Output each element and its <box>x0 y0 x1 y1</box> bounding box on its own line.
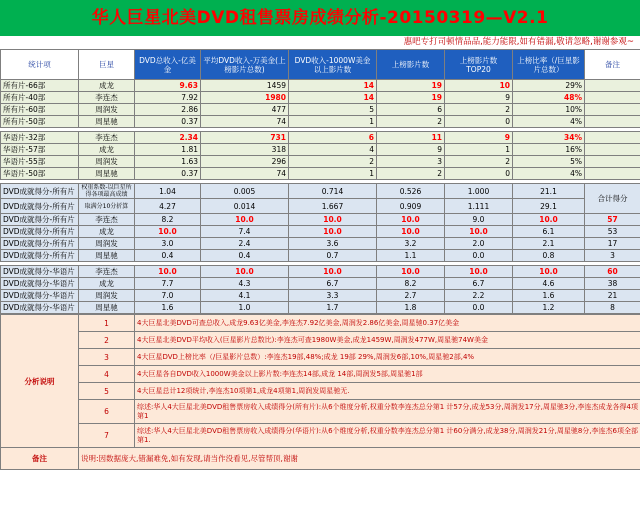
header-cell: DVD收入-1000W美金以上影片数 <box>289 50 377 80</box>
analysis-text: 4大巨星DVD上榜比率（/巨星影片总数）:李连杰19部,48%;成龙 19部 29%,周润发6部,10%,周星驰2部,4% <box>135 349 640 366</box>
value-cell: 3.0 <box>135 238 201 250</box>
value-cell: 296 <box>201 156 289 168</box>
item-cell: 所有片-50部 <box>1 116 79 128</box>
value-cell: 0.37 <box>135 168 201 180</box>
value-cell: 0.714 <box>289 184 377 199</box>
star-cell: 成龙 <box>79 278 135 290</box>
footer-row <box>1 448 640 470</box>
analysis-table <box>0 314 640 470</box>
analysis-index: 4 <box>79 366 135 383</box>
note-cell <box>585 144 640 156</box>
star-cell: 周星驰 <box>79 302 135 314</box>
analysis-index: 3 <box>79 349 135 366</box>
value-cell: 10.0 <box>289 226 377 238</box>
value-cell: 731 <box>201 132 289 144</box>
analysis-text: 4大巨星北美DVD平均收入(巨星影片总数比):李连杰可查1980W美金,成龙1459W,周润发477W,周星驰74W美金 <box>135 332 640 349</box>
value-cell: 4% <box>513 116 585 128</box>
total-score-label: 合计得分 <box>585 184 640 214</box>
value-cell: 10.0 <box>377 214 445 226</box>
value-cell: 29% <box>513 80 585 92</box>
star-cell: 周润发 <box>79 104 135 116</box>
weight-row <box>1 184 640 199</box>
value-cell: 8.2 <box>135 214 201 226</box>
value-cell: 19 <box>377 80 445 92</box>
value-cell: 74 <box>201 168 289 180</box>
value-cell: 2.4 <box>201 238 289 250</box>
value-cell: 1 <box>289 116 377 128</box>
value-cell: 7.4 <box>201 226 289 238</box>
note-cell <box>585 104 640 116</box>
value-cell: 3.3 <box>289 290 377 302</box>
value-cell: 1.1 <box>377 250 445 262</box>
value-cell: 9.0 <box>445 214 513 226</box>
item-cell: DVD成就得分-所有片 <box>1 184 79 199</box>
analysis-label: 分析说明 <box>1 315 79 448</box>
value-cell: 2.34 <box>135 132 201 144</box>
value-cell: 1.63 <box>135 156 201 168</box>
value-cell: 10.0 <box>377 226 445 238</box>
analysis-row <box>1 366 640 383</box>
total-cell: 21 <box>585 290 640 302</box>
value-cell: 48% <box>513 92 585 104</box>
value-cell: 2 <box>289 156 377 168</box>
value-cell: 0.005 <box>201 184 289 199</box>
table-row <box>1 156 640 168</box>
star-cell: 成龙 <box>79 80 135 92</box>
value-cell: 10.0 <box>201 266 289 278</box>
star-cell: 成龙 <box>79 226 135 238</box>
star-cell: 周星驰 <box>79 250 135 262</box>
value-cell: 74 <box>201 116 289 128</box>
total-cell: 3 <box>585 250 640 262</box>
value-cell: 1459 <box>201 80 289 92</box>
total-cell: 53 <box>585 226 640 238</box>
value-cell: 0.4 <box>135 250 201 262</box>
star-cell: 周星驰 <box>79 116 135 128</box>
value-cell: 9 <box>377 144 445 156</box>
value-cell: 10% <box>513 104 585 116</box>
analysis-row <box>1 349 640 366</box>
star-cell: 成龙 <box>79 144 135 156</box>
table-row <box>1 226 640 238</box>
analysis-index: 1 <box>79 315 135 332</box>
star-cell: 周润发 <box>79 238 135 250</box>
total-cell: 38 <box>585 278 640 290</box>
note-cell <box>585 156 640 168</box>
value-cell: 4.6 <box>513 278 585 290</box>
value-cell: 10.0 <box>201 214 289 226</box>
value-cell: 7.92 <box>135 92 201 104</box>
star-cell: 李连杰 <box>79 266 135 278</box>
item-cell: DVD成就得分-华语片 <box>1 266 79 278</box>
weight-row <box>1 199 640 214</box>
table-row <box>1 278 640 290</box>
item-cell: 所有片-40部 <box>1 92 79 104</box>
value-cell: 0 <box>445 168 513 180</box>
value-cell: 1 <box>289 168 377 180</box>
value-cell: 3.2 <box>377 238 445 250</box>
value-cell: 0.0 <box>445 302 513 314</box>
value-cell: 9 <box>445 92 513 104</box>
value-cell: 4% <box>513 168 585 180</box>
total-cell: 60 <box>585 266 640 278</box>
value-cell: 7.0 <box>135 290 201 302</box>
table-row <box>1 104 640 116</box>
analysis-index: 2 <box>79 332 135 349</box>
value-cell: 2 <box>377 168 445 180</box>
table-row <box>1 92 640 104</box>
value-cell: 4.3 <box>201 278 289 290</box>
value-cell: 9.63 <box>135 80 201 92</box>
value-cell: 6.7 <box>289 278 377 290</box>
star-cell: 李连杰 <box>79 132 135 144</box>
star-cell: 李连杰 <box>79 214 135 226</box>
table-row <box>1 144 640 156</box>
value-cell: 16% <box>513 144 585 156</box>
table-row <box>1 214 640 226</box>
value-cell: 2.1 <box>513 238 585 250</box>
value-cell: 10.0 <box>445 266 513 278</box>
value-cell: 1.000 <box>445 184 513 199</box>
value-cell: 10.0 <box>513 266 585 278</box>
header-cell: 上榜影片数 TOP20 <box>445 50 513 80</box>
value-cell: 0.8 <box>513 250 585 262</box>
value-cell: 21.1 <box>513 184 585 199</box>
value-cell: 3.6 <box>289 238 377 250</box>
analysis-text: 综述:华人4大巨星北美DVD租售票房收入成绩得分(所有片):从6个维度分析,权重分数李连杰总分第1 计57分,成龙53分,周润发17分,周星驰3分,李连杰成龙各得4项第1 <box>135 400 640 424</box>
value-cell: 29.1 <box>513 199 585 214</box>
item-cell: DVD成就得分-所有片 <box>1 238 79 250</box>
value-cell: 0 <box>445 116 513 128</box>
weight-label: 权重系数-以巨星所得各项最高成绩 <box>79 184 135 199</box>
table-row <box>1 168 640 180</box>
value-cell: 2.2 <box>445 290 513 302</box>
value-cell: 2 <box>377 116 445 128</box>
value-cell: 0.014 <box>201 199 289 214</box>
value-cell: 1980 <box>201 92 289 104</box>
item-cell: 华语片-55部 <box>1 156 79 168</box>
value-cell: 3 <box>377 156 445 168</box>
value-cell: 1.6 <box>135 302 201 314</box>
header-cell: 备注 <box>585 50 640 80</box>
value-cell: 10 <box>445 80 513 92</box>
header-cell: DVD总收入-亿美金 <box>135 50 201 80</box>
value-cell: 2 <box>445 104 513 116</box>
value-cell: 5 <box>289 104 377 116</box>
analysis-text: 综述:华人4大巨星北美DVD租售票房收入成绩得分(华语片):从6个维度分析,权重分数李连杰总分第1 计60分满分,成龙38分,周润发21分,周星驰8分,李连杰6项全部第1. <box>135 424 640 448</box>
analysis-text: 4大巨星北美DVD可查总收入,成龙9.63亿美金,李连杰7.92亿美金,周润发2.86亿美金,周星驰0.37亿美金 <box>135 315 640 332</box>
star-cell: 李连杰 <box>79 92 135 104</box>
analysis-row <box>1 424 640 448</box>
footer-label: 备注 <box>1 448 79 470</box>
analysis-index: 7 <box>79 424 135 448</box>
value-cell: 10.0 <box>377 266 445 278</box>
analysis-index: 6 <box>79 400 135 424</box>
page-title: 华人巨星北美DVD租售票房成绩分析-20150319—V2.1 <box>0 0 640 36</box>
table-row <box>1 266 640 278</box>
value-cell: 1.8 <box>377 302 445 314</box>
total-cell: 8 <box>585 302 640 314</box>
value-cell: 1.0 <box>201 302 289 314</box>
item-cell: DVD成就得分-所有片 <box>1 199 79 214</box>
value-cell: 19 <box>377 92 445 104</box>
header-cell: 上榜比率（/巨星影片总数） <box>513 50 585 80</box>
value-cell: 14 <box>289 80 377 92</box>
value-cell: 6 <box>377 104 445 116</box>
notice-text: 惠吧专打司顿情品品,能力能限,如有错漏,敬请忽略,谢谢参观~ <box>403 37 634 47</box>
analysis-row <box>1 383 640 400</box>
item-cell: DVD成就得分-华语片 <box>1 302 79 314</box>
value-cell: 1.7 <box>289 302 377 314</box>
value-cell: 1.111 <box>445 199 513 214</box>
item-cell: DVD成就得分-华语片 <box>1 290 79 302</box>
value-cell: 6.1 <box>513 226 585 238</box>
analysis-text: 4大巨星各自DVD收入1000W美金以上影片数:李连杰14部,成龙 14部,周润发5部,周星驰1部 <box>135 366 640 383</box>
value-cell: 1.81 <box>135 144 201 156</box>
value-cell: 7.7 <box>135 278 201 290</box>
value-cell: 10.0 <box>135 226 201 238</box>
star-cell: 周星驰 <box>79 168 135 180</box>
analysis-row <box>1 400 640 424</box>
header-cell: 平均DVD收入-万美金(上榜影片总数) <box>201 50 289 80</box>
value-cell: 2.0 <box>445 238 513 250</box>
table-row <box>1 80 640 92</box>
value-cell: 10.0 <box>135 266 201 278</box>
value-cell: 2 <box>445 156 513 168</box>
star-cell: 周润发 <box>79 156 135 168</box>
table-row <box>1 302 640 314</box>
value-cell: 0.909 <box>377 199 445 214</box>
value-cell: 4.1 <box>201 290 289 302</box>
header-row <box>1 50 640 80</box>
value-cell: 10.0 <box>289 214 377 226</box>
analysis-text: 4大巨星总计12项统计,李连杰10项第1,成龙4项第1,周润发周星驰无. <box>135 383 640 400</box>
item-cell: 华语片-50部 <box>1 168 79 180</box>
value-cell: 4.27 <box>135 199 201 214</box>
analysis-row <box>1 332 640 349</box>
table-row <box>1 238 640 250</box>
item-cell: DVD成就得分-所有片 <box>1 250 79 262</box>
header-cell: 上榜影片数 <box>377 50 445 80</box>
value-cell: 1.2 <box>513 302 585 314</box>
note-cell <box>585 80 640 92</box>
value-cell: 1.667 <box>289 199 377 214</box>
item-cell: 华语片-32部 <box>1 132 79 144</box>
value-cell: 6.7 <box>445 278 513 290</box>
value-cell: 1.6 <box>513 290 585 302</box>
note-cell <box>585 92 640 104</box>
value-cell: 1 <box>445 144 513 156</box>
value-cell: 10.0 <box>445 226 513 238</box>
item-cell: DVD成就得分-所有片 <box>1 214 79 226</box>
value-cell: 0.37 <box>135 116 201 128</box>
value-cell: 5% <box>513 156 585 168</box>
total-cell: 17 <box>585 238 640 250</box>
table-row <box>1 290 640 302</box>
item-cell: 所有片-66部 <box>1 80 79 92</box>
stats-table <box>0 49 640 314</box>
value-cell: 0.4 <box>201 250 289 262</box>
value-cell: 14 <box>289 92 377 104</box>
analysis-row <box>1 315 640 332</box>
value-cell: 4 <box>289 144 377 156</box>
table-row <box>1 250 640 262</box>
header-cell: 统计项 <box>1 50 79 80</box>
value-cell: 2.7 <box>377 290 445 302</box>
total-cell: 57 <box>585 214 640 226</box>
value-cell: 0.0 <box>445 250 513 262</box>
note-cell <box>585 116 640 128</box>
note-cell <box>585 132 640 144</box>
analysis-index: 5 <box>79 383 135 400</box>
value-cell: 8.2 <box>377 278 445 290</box>
value-cell: 6 <box>289 132 377 144</box>
value-cell: 1.04 <box>135 184 201 199</box>
header-cell: 巨星 <box>79 50 135 80</box>
item-cell: 所有片-60部 <box>1 104 79 116</box>
value-cell: 10.0 <box>513 214 585 226</box>
item-cell: DVD成就得分-华语片 <box>1 278 79 290</box>
value-cell: 0.526 <box>377 184 445 199</box>
table-row <box>1 116 640 128</box>
value-cell: 11 <box>377 132 445 144</box>
value-cell: 10.0 <box>289 266 377 278</box>
table-row <box>1 132 640 144</box>
value-cell: 0.7 <box>289 250 377 262</box>
item-cell: DVD成就得分-所有片 <box>1 226 79 238</box>
value-cell: 318 <box>201 144 289 156</box>
item-cell: 华语片-57部 <box>1 144 79 156</box>
value-cell: 34% <box>513 132 585 144</box>
note-cell <box>585 168 640 180</box>
value-cell: 2.86 <box>135 104 201 116</box>
footer-text: 说明:因数据庞大,错漏难免,如有发现,请当作没看见,尽管帮顶,谢谢 <box>79 448 640 470</box>
weight-label: 取满分10分折算 <box>79 199 135 214</box>
value-cell: 477 <box>201 104 289 116</box>
star-cell: 周润发 <box>79 290 135 302</box>
value-cell: 9 <box>445 132 513 144</box>
